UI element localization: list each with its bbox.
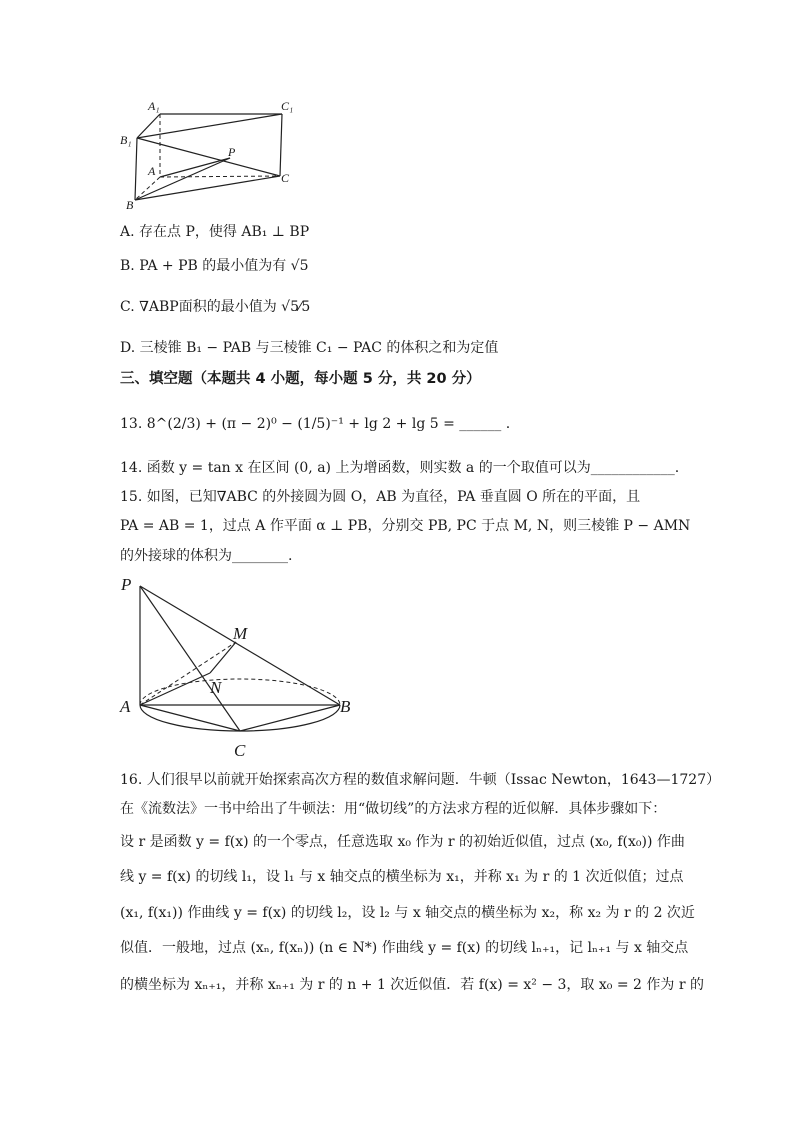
label-b: B — [126, 198, 134, 212]
question-16-line-7: 的横坐标为 xₙ₊₁，并称 xₙ₊₁ 为 r 的 n + 1 次近似值．若 f(x) = x² − 3，取 x₀ = 2 作为 r 的 — [120, 977, 704, 993]
fig2-label-a: A — [120, 697, 131, 716]
fig2-label-p: P — [121, 575, 132, 594]
label-p: P — [228, 145, 236, 159]
edge-b1-c1 — [137, 114, 282, 138]
question-16-line-2: 在《流数法》一书中给出了牛顿法：用“做切线”的方法求方程的近似解．具体步骤如下： — [120, 801, 667, 817]
line-a-m — [140, 642, 236, 705]
fig2-label-b: B — [340, 697, 351, 716]
fig2-label-c: C — [234, 741, 246, 760]
line-p-b — [140, 586, 340, 705]
label-a: A — [148, 164, 156, 178]
label-a1: A₁ — [148, 99, 160, 113]
fig2-label-n: N — [210, 678, 222, 697]
option-d: D. 三棱锥 B₁ − PAB 与三棱锥 C₁ − PAC 的体积之和为定值 — [120, 340, 499, 356]
label-c: C — [281, 171, 290, 185]
question-16-line-1: 16. 人们很早以前就开始探索高次方程的数值求解问题．牛顿（Issac Newton，1643—1727） — [120, 772, 721, 788]
edge-a-c — [160, 176, 280, 177]
line-m-n — [210, 642, 236, 673]
circle-pyramid-figure — [118, 572, 368, 762]
line-a-n — [140, 673, 210, 705]
question-13: 13. 8^(2/3) + (π − 2)⁰ − (1/5)⁻¹ + lg 2 + lg 5 = ______ . — [120, 416, 511, 432]
circle-front-arc — [140, 705, 340, 731]
option-a: A. 存在点 P，使得 AB₁ ⊥ BP — [120, 224, 310, 240]
section-heading: 三、填空题（本题共 4 小题，每小题 5 分，共 20 分） — [120, 371, 481, 387]
question-15-line-2: PA = AB = 1，过点 A 作平面 α ⊥ PB，分别交 PB, PC 于点 M, N，则三棱锥 P − AMN — [120, 518, 691, 534]
question-16-line-5: (x₁, f(x₁)) 作曲线 y = f(x) 的切线 l₂，设 l₂ 与 x 轴交点的横坐标为 x₂，称 x₂ 为 r 的 2 次近 — [120, 905, 695, 921]
question-15-line-3: 的外接球的体积为________. — [120, 548, 293, 564]
prism-figure — [118, 96, 308, 212]
edge-c1-c — [280, 114, 282, 176]
option-b: B. PA + PB 的最小值为有 √5 — [120, 258, 309, 274]
edge-b-c — [135, 176, 280, 200]
label-b1: B₁ — [120, 133, 132, 147]
circle-back-arc — [140, 679, 340, 705]
fig2-label-m: M — [233, 624, 248, 643]
edge-a-p — [160, 158, 230, 177]
question-14: 14. 函数 y = tan x 在区间 (0, a) 上为增函数，则实数 a 的一个取值可以为____________. — [120, 460, 680, 476]
question-16-line-3: 设 r 是函数 y = f(x) 的一个零点，任意选取 x₀ 作为 r 的初始近似值，过点 (x₀, f(x₀)) 作曲 — [120, 834, 685, 850]
question-16-line-4: 线 y = f(x) 的切线 l₁，设 l₁ 与 x 轴交点的横坐标为 x₁，并称 x₁ 为 r 的 1 次近似值；过点 — [120, 869, 684, 885]
question-16-line-6: 似值．一般地，过点 (xₙ, f(xₙ)) (n ∈ N*) 作曲线 y = f(x) 的切线 lₙ₊₁，记 lₙ₊₁ 与 x 轴交点 — [120, 940, 689, 956]
option-c: C. ∇ABP面积的最小值为 √5⁄5 — [120, 299, 311, 315]
question-15-line-1: 15. 如图，已知∇ABC 的外接圆为圆 O，AB 为直径，PA 垂直圆 O 所在的平面，且 — [120, 489, 641, 505]
edge-b1-c — [137, 138, 280, 176]
label-c1: C₁ — [281, 99, 294, 113]
edge-b1-b — [135, 138, 137, 200]
